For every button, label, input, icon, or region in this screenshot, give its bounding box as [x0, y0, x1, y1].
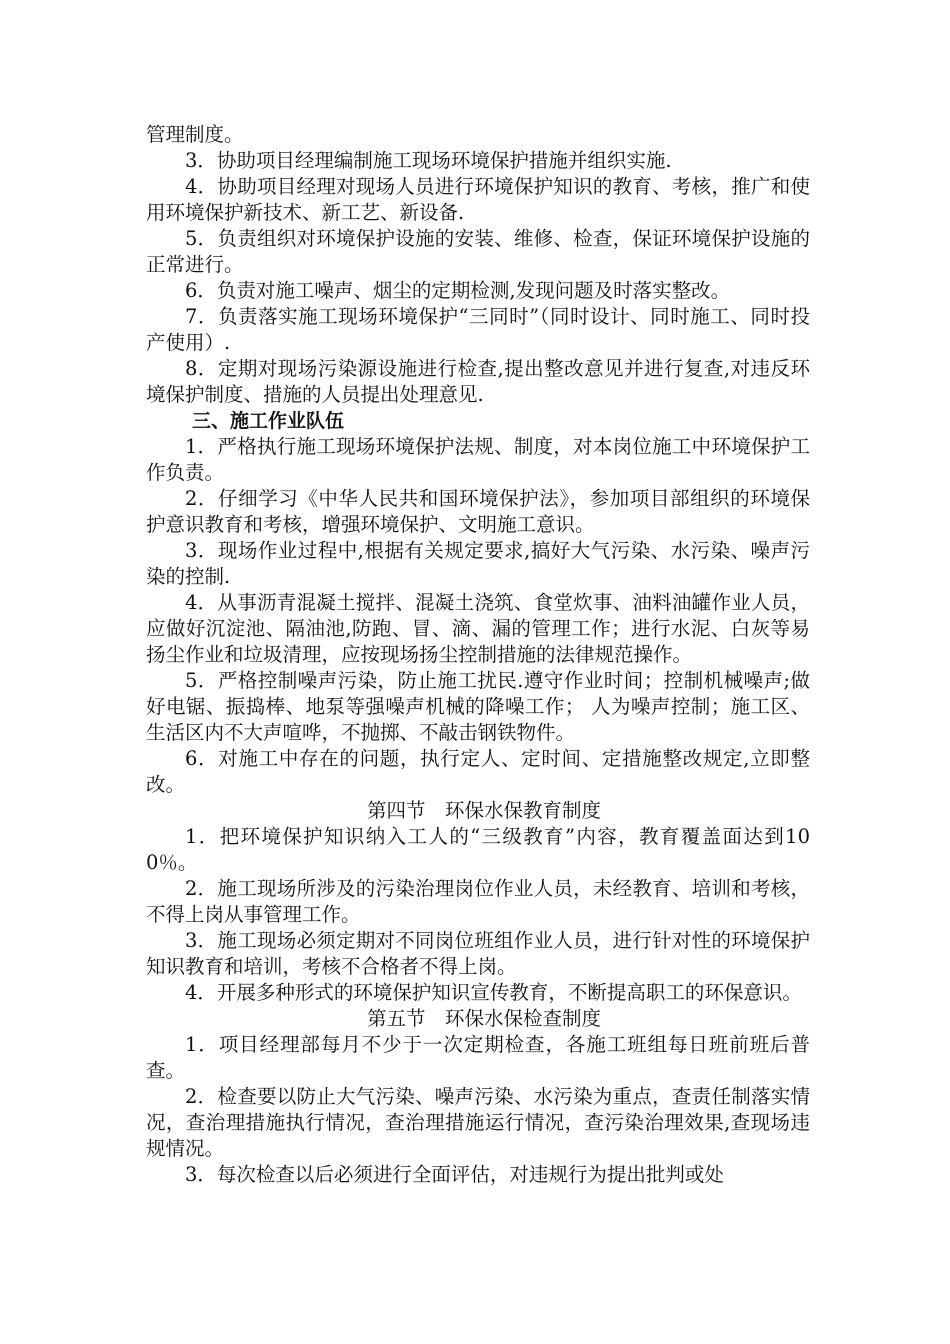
paragraph: 5．负责组织对环境保护设施的安装、维修、检查，保证环境保护设施的正常进行。 [146, 227, 810, 276]
document-page [146, 122, 810, 1188]
paragraph: 4．从事沥青混凝土搅拌、混凝土浇筑、食堂炊事、油料油罐作业人员，应做好沉淀池、隔油池,防跑、冒、滴、漏的管理工作；进行水泥、白灰等易扬尘作业和垃圾清理，应按现场扬尘控制措施的法律规范操作。 [146, 591, 810, 666]
paragraph: 3．现场作业过程中,根据有关规定要求,搞好大气污染、水污染、噪声污染的控制. [146, 539, 810, 588]
paragraph: 1．把环境保护知识纳入工人的“三级教育”内容，教育覆盖面达到100％。 [146, 825, 810, 874]
paragraph: 4．协助项目经理对现场人员进行环境保护知识的教育、考核，推广和使用环境保护新技术、新工艺、新设备. [146, 175, 810, 224]
paragraph: 7．负责落实施工现场环境保护“三同时”（同时设计、同时施工、同时投产使用）. [146, 305, 810, 354]
paragraph: 6．对施工中存在的问题，执行定人、定时间、定措施整改规定,立即整改。 [146, 747, 810, 796]
paragraph: 3．每次检查以后必须进行全面评估，对违规行为提出批判或处 [185, 1163, 724, 1186]
paragraph: 3．协助项目经理编制施工现场环境保护措施并组织实施. [185, 149, 672, 172]
section-heading: 三、施工作业队伍 [192, 410, 345, 432]
paragraph: 6．负责对施工噪声、烟尘的定期检测,发现问题及时落实整改。 [185, 279, 731, 302]
paragraph: 8．定期对现场污染源设施进行检查,提出整改意见并进行复查,对违反环境保护制度、措施的人员提出处理意见. [146, 357, 810, 406]
paragraph: 5．严格控制噪声污染，防止施工扰民.遵守作业时间；控制机械噪声;做好电锯、振捣棒、地泵等强噪声机械的降噪工作； 人为噪声控制；施工区、生活区内不大声喧哗，不抛掷、不敲击钢铁物件。 [146, 669, 810, 744]
paragraph: 管理制度。 [146, 123, 244, 146]
paragraph: 4．开展多种形式的环境保护知识宣传教育，不断提高职工的环保意识。 [185, 981, 802, 1004]
paragraph: 1．项目经理部每月不少于一次定期检查，各施工班组每日班前班后普查。 [146, 1033, 810, 1082]
paragraph: 2．检查要以防止大气污染、噪声污染、水污染为重点，查责任制落实情况，查治理措施执行情况，查治理措施运行情况，查污染治理效果,查现场违规情况。 [146, 1085, 810, 1160]
paragraph: 2．仔细学习《中华人民共和国环境保护法》，参加项目部组织的环境保护意识教育和考核，增强环境保护、文明施工意识。 [146, 487, 810, 536]
paragraph: 1．严格执行施工现场环境保护法规、制度，对本岗位施工中环境保护工作负责。 [146, 435, 810, 484]
paragraph: 2．施工现场所涉及的污染治理岗位作业人员，未经教育、培训和考核，不得上岗从事管理工作。 [146, 877, 810, 926]
paragraph: 3．施工现场必须定期对不同岗位班组作业人员，进行针对性的环境保护知识教育和培训，考核不合格者不得上岗。 [146, 929, 810, 978]
section-title: 第五节 环保水保检查制度 [366, 1007, 601, 1030]
section-title: 第四节 环保水保教育制度 [366, 799, 601, 822]
